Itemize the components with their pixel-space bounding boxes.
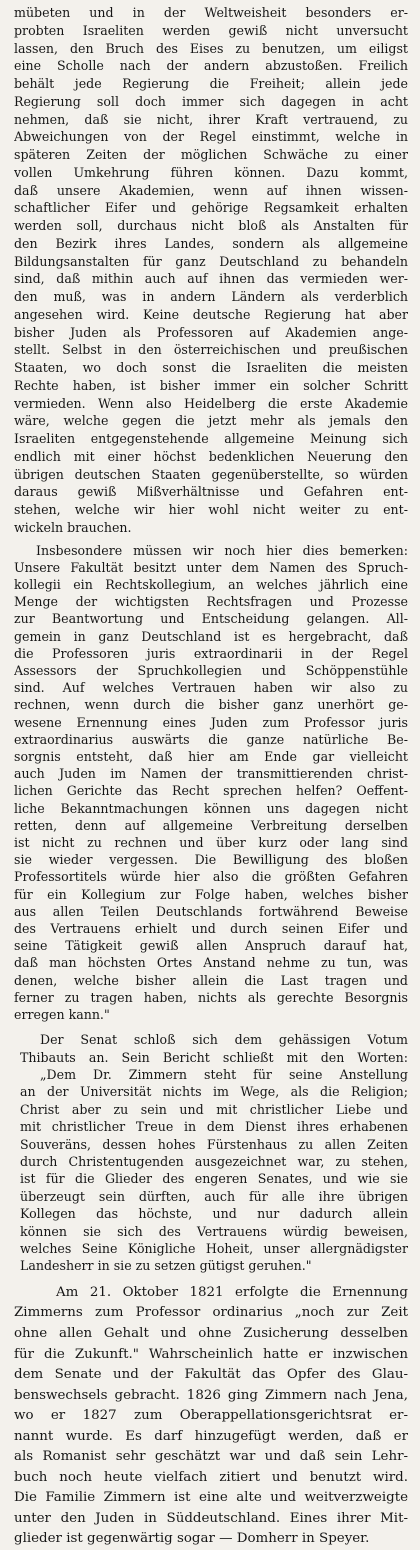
- text-line: ist nicht zu rechnen und über kurz oder lang sind: [14, 834, 408, 850]
- text-line: schaftlicher Eifer und gehörige Regsamkeit erhalten: [14, 200, 408, 216]
- text-line: retten, denn auf allgemeine Verbreitung derselben: [14, 817, 408, 833]
- text-line: Regierung soll doch immer sich dagegen in acht: [14, 93, 408, 109]
- text-line: stehen, welche wir hier wohl nicht weiter zu ent-: [14, 502, 408, 517]
- text-line: daß man höchsten Ortes Anstand nehme zu tun, was: [14, 955, 408, 971]
- text-line: wäre, welche gegen die jetzt mehr als jemals den: [14, 413, 408, 429]
- text-line: übrigen deutschen Staaten gegenüberstellte, so würden: [14, 466, 408, 482]
- text-line: Souveräns, dessen hohes Fürstenhaus zu allen Zeiten: [20, 1136, 408, 1152]
- text-line: können sie sich des Vertrauens würdig beweisen,: [20, 1223, 408, 1239]
- text-line: probten Israeliten werden gewiß nicht unversucht: [14, 22, 408, 38]
- text-line: ferner zu tragen haben, nichts als gerechte Besorgnis: [14, 989, 408, 1005]
- text-line: vermieden. Wenn also Heidelberg die erste Akademie: [14, 395, 408, 411]
- text-line: wo er 1827 zum Oberappellationsgerichtsrat er-: [14, 1408, 408, 1424]
- text-line: extraordinarius auswärts die ganze natürliche Be-: [14, 731, 408, 747]
- text-line: den muß, was in andern Ländern als verderblich: [14, 289, 408, 304]
- text-line: Staaten, wo doch sonst die Israeliten die meisten: [14, 360, 408, 375]
- text-line: Israeliten entgegenstehende allgemeine Meinung sich: [14, 431, 408, 446]
- quote-paragraph: [14, 1031, 408, 1275]
- text-line: Rechte haben, ist bisher immer ein solcher Schritt: [14, 377, 408, 393]
- text-line: Der Senat schloß sich dem gehässigen Votum: [40, 1032, 408, 1048]
- text-line: erregen kann.": [14, 1006, 110, 1022]
- text-line: unter den Juden in Süddeutschland. Eines ihrer Mit-: [14, 1510, 408, 1526]
- text-line: für ein Kollegium zur Folge haben, welches bisher: [14, 886, 408, 902]
- text-line: Professortitels würde hier also die größten Gefahren: [14, 869, 408, 885]
- text-line: durch Christentugenden ausgezeichnet war, zu stehen,: [20, 1154, 408, 1170]
- text-line: wickeln brauchen.: [14, 519, 132, 535]
- text-line: eine Scholle nach der andern abzustoßen. Freilich: [14, 58, 408, 74]
- text-line: Thibauts an. Sein Bericht schließt mit den Worten:: [20, 1049, 408, 1065]
- text-line: Unsere Fakultät besitzt unter dem Namen des Spruch-: [14, 559, 408, 575]
- text-line: welches Seine Königliche Hoheit, unser allergnädigster: [20, 1241, 408, 1257]
- text-line: Kollegen das höchste, und nur dadurch allein: [20, 1206, 408, 1222]
- text-line: vollen Umkehrung führen können. Dazu kommt,: [14, 164, 408, 180]
- text-line: zur Beantwortung und Entscheidung gelangen. All-: [14, 611, 408, 627]
- text-line: für die Zukunft." Wahrscheinlich hatte er inzwischen: [14, 1346, 408, 1362]
- text-line: nehmen, daß sie nicht, ihrer Kraft vertrauend, zu: [14, 111, 408, 127]
- text-line: als Romanist sehr geschätzt war und daß sein Lehr-: [14, 1449, 408, 1465]
- text-line: Menge der wichtigsten Rechtsfragen und Prozesse: [14, 594, 408, 610]
- text-line: den Bezirk ihres Landes, sondern als allgemeine: [14, 235, 408, 251]
- text-line: an der Universität nichts im Wege, als die Religion;: [20, 1084, 408, 1100]
- text-line: buch noch heute vielfach zitiert und benutzt wird.: [14, 1469, 408, 1485]
- text-line: endlich mit einer höchst bedenklichen Neuerung den: [14, 448, 408, 464]
- text-line: benswechsels gebracht. 1826 ging Zimmern nach Jena,: [14, 1387, 408, 1403]
- text-line: sind, daß mithin auch auf ihnen das vermieden wer-: [14, 271, 408, 287]
- text-line: sind. Auf welches Vertrauen haben wir also zu: [14, 680, 408, 696]
- text-line: Die Familie Zimmern ist eine alte und weitverzweigte: [14, 1490, 408, 1506]
- text-line: denen, welche bisher allein die Last tragen und: [14, 972, 408, 988]
- text-line: seine Tätigkeit gewiß allen Anspruch darauf hat,: [14, 938, 408, 954]
- text-line: die Professoren juris extraordinarii in der Regel: [14, 645, 408, 661]
- text-line: dem Senate und der Fakultät das Opfer des Glau-: [14, 1367, 408, 1383]
- text-line: sorgnis entsteht, daß hier am Ende gar vielleicht: [14, 748, 408, 764]
- text-line: ohne allen Gehalt und ohne Zusicherung desselben: [14, 1325, 408, 1341]
- text-line: lassen, den Bruch des Eises zu benutzen, um eiligst: [14, 40, 408, 56]
- text-line: Christ aber zu sein und mit christlicher Liebe und: [20, 1101, 408, 1117]
- text-line: rechnen, wenn durch die bisher ganz unerhört ge-: [14, 697, 408, 713]
- text-line: auch Juden im Namen der transmittierenden christ-: [14, 766, 408, 782]
- text-line: angesehen wird. Keine deutsche Regierung hat aber: [14, 306, 408, 322]
- paragraph-1: [14, 4, 408, 537]
- text-line: lichen Gerichte das Recht sprechen helfen? Oeffent-: [14, 783, 408, 799]
- text-line: mübeten und in der Weltweisheit besonders er-: [14, 5, 408, 20]
- text-line: überzeugt sein dürften, auch für alle ihre übrigen: [20, 1188, 408, 1204]
- text-line: „Dem Dr. Zimmern steht für seine Anstellung: [40, 1067, 408, 1082]
- paragraph-2: [14, 542, 408, 1024]
- text-line: Zimmerns zum Professor ordinarius „noch zur Zeit: [14, 1305, 408, 1321]
- text-line: glieder ist gegenwärtig sogar — Domherr in Speyer.: [14, 1531, 370, 1547]
- text-line: daraus gewiß Mißverhältnisse und Gefahren ent-: [14, 484, 408, 500]
- text-line: Abweichungen von der Regel einstimmt, welche in: [14, 129, 408, 145]
- text-line: des Vertrauens erhielt und durch seinen Eifer und: [14, 920, 408, 936]
- text-line: behält jede Regierung die Freiheit; allein jede: [14, 76, 408, 91]
- text-line: liche Bekanntmachungen können uns dagegen nicht: [14, 800, 408, 816]
- text-line: Insbesondere müssen wir noch hier dies bemerken:: [36, 542, 408, 558]
- text-line: sie wieder vergessen. Die Bewilligung des bloßen: [14, 852, 408, 868]
- text-line: Assessors der Spruchkollegien und Schöppenstühle: [14, 662, 408, 678]
- text-line: Landesherr in sie zu setzen gütigst geruhen.": [20, 1258, 312, 1274]
- text-line: kollegii ein Rechtskollegium, an welches jährlich eine: [14, 576, 408, 592]
- text-line: nannt wurde. Es darf hinzugefügt werden, daß er: [14, 1428, 408, 1444]
- text-line: daß unsere Akademien, wenn auf ihnen wissen-: [14, 182, 408, 198]
- text-line: aus allen Teilen Deutschlands fortwährend Beweise: [14, 903, 408, 919]
- text-line: wesene Ernennung eines Juden zum Professor juris: [14, 714, 408, 730]
- text-line: Bildungsanstalten für ganz Deutschland zu behandeln: [14, 253, 408, 269]
- text-line: stellt. Selbst in den österreichischen und preußischen: [14, 342, 408, 358]
- text-line: ist für die Glieder des engeren Senates, und wie sie: [20, 1171, 408, 1187]
- text-line: Am 21. Oktober 1821 erfolgte die Ernennung: [56, 1284, 408, 1300]
- paragraph-4: [14, 1283, 408, 1550]
- text-line: werden soll, durchaus nicht bloß als Anstalten für: [14, 218, 408, 233]
- text-line: bisher Juden als Professoren auf Akademien ange-: [14, 324, 408, 340]
- text-line: gemein in ganz Deutschland ist es hergebracht, daß: [14, 628, 408, 644]
- text-line: späteren Zeiten der möglichen Schwäche zu einer: [14, 147, 408, 162]
- text-line: mit christlicher Treue in dem Dienst ihres erhabenen: [20, 1119, 408, 1135]
